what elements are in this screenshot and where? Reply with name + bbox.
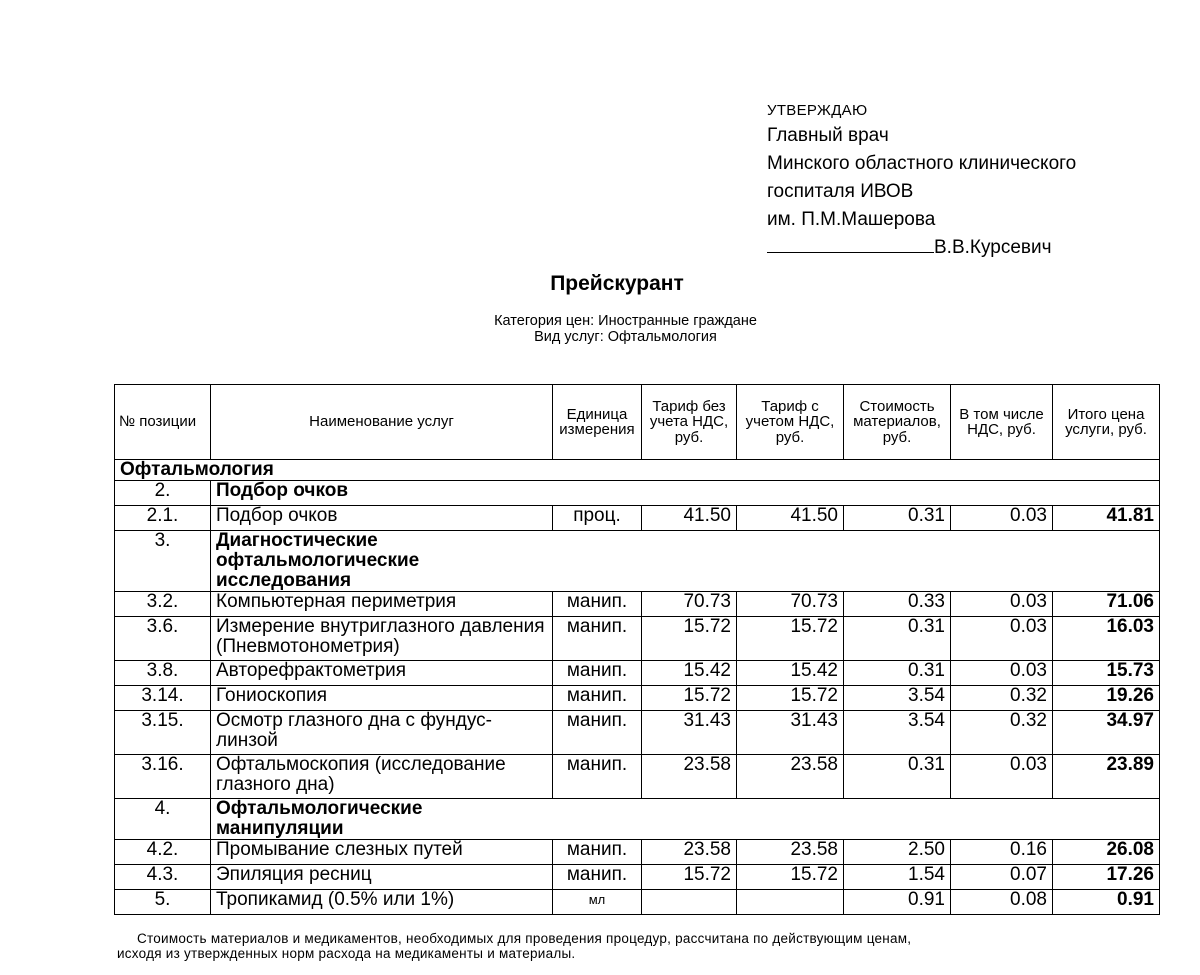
row-tariff-no-vat: 70.73 [642,592,737,617]
header-tariff-no-vat: Тариф без учета НДС, руб. [642,385,737,460]
header-unit: Единица измерения [553,385,642,460]
row-total: 41.81 [1053,506,1160,531]
row-vat: 0.03 [951,755,1053,799]
signatory-name: В.В.Курсевич [934,237,1052,258]
row-tariff-vat: 15.72 [737,686,844,711]
footnote-line: Стоимость материалов и медикаментов, необходимых для проведения процедур, рассчитана по действующим ценам, [137,931,912,946]
table-row [115,840,1160,865]
row-tariff-no-vat: 15.72 [642,686,737,711]
row-tariff-vat: 41.50 [737,506,844,531]
group-name-text: Диагностические офтальмологические исследования [216,530,420,591]
row-tariff-no-vat: 23.58 [642,755,737,799]
row-total: 0.91 [1053,890,1160,915]
approval-block [767,100,1167,262]
row-unit: манип. [553,592,642,617]
table-row [115,617,1160,661]
row-vat: 0.03 [951,506,1053,531]
row-position: 2.1. [115,506,211,531]
row-position: 3.6. [115,617,211,661]
group-name [211,799,1160,840]
row-tariff-vat: 23.58 [737,755,844,799]
header-total: Итого цена услуги, руб. [1053,385,1160,460]
row-unit: мл [553,890,642,915]
row-total: 34.97 [1053,711,1160,755]
row-unit: манип. [553,617,642,661]
group-row [115,531,1160,592]
row-materials: 0.31 [844,506,951,531]
row-tariff-vat: 15.42 [737,661,844,686]
row-unit: проц. [553,506,642,531]
row-name: Авторефрактометрия [211,661,553,686]
row-name: Осмотр глазного дна с фундус-линзой [211,711,553,755]
table-row [115,506,1160,531]
row-position: 5. [115,890,211,915]
header-vat-included: В том числе НДС, руб. [951,385,1053,460]
row-materials: 3.54 [844,711,951,755]
group-name: Подбор очков [211,481,1160,506]
row-total: 15.73 [1053,661,1160,686]
row-vat: 0.16 [951,840,1053,865]
row-total: 26.08 [1053,840,1160,865]
row-materials: 0.31 [844,661,951,686]
row-materials: 0.33 [844,592,951,617]
row-name: Тропикамид (0.5% или 1%) [211,890,553,915]
row-vat: 0.03 [951,661,1053,686]
service-type: Вид услуг: Офтальмология [534,329,717,345]
row-unit: манип. [553,840,642,865]
approval-line: им. П.М.Машерова [767,209,936,230]
row-materials: 3.54 [844,686,951,711]
header-tariff-vat: Тариф с учетом НДС, руб. [737,385,844,460]
approval-line: Главный врач [767,125,889,146]
document-subtitle [0,313,1200,345]
row-position: 4.3. [115,865,211,890]
approval-line: Минского областного клинического [767,153,1077,174]
row-vat: 0.07 [951,865,1053,890]
approval-title: УТВЕРЖДАЮ [767,102,868,119]
row-vat: 0.08 [951,890,1053,915]
row-vat: 0.03 [951,592,1053,617]
row-vat: 0.32 [951,686,1053,711]
row-tariff-vat: 23.58 [737,840,844,865]
document-title: Прейскурант [550,272,684,295]
table-row [115,686,1160,711]
row-tariff-no-vat: 15.72 [642,865,737,890]
row-position: 3.8. [115,661,211,686]
signature-line [767,234,1167,262]
row-position: 4.2. [115,840,211,865]
row-name: Эпиляция ресниц [211,865,553,890]
row-total: 71.06 [1053,592,1160,617]
row-tariff-vat: 31.43 [737,711,844,755]
table-row [115,865,1160,890]
row-name: Промывание слезных путей [211,840,553,865]
row-unit: манип. [553,755,642,799]
row-tariff-no-vat: 23.58 [642,840,737,865]
row-position: 3.2. [115,592,211,617]
row-unit: манип. [553,865,642,890]
approval-line: госпиталя ИВОВ [767,181,914,202]
row-unit: манип. [553,686,642,711]
row-materials: 1.54 [844,865,951,890]
group-position: 2. [115,481,211,506]
row-name: Офтальмоскопия (исследование глазного дна) [211,755,553,799]
row-unit: манип. [553,661,642,686]
row-tariff-no-vat: 41.50 [642,506,737,531]
footnote-line: исходя из утвержденных норм расхода на медикаменты и материалы. [117,946,576,961]
section-title: Офтальмология [115,460,1160,481]
row-materials: 0.31 [844,617,951,661]
group-name [211,531,1160,592]
price-category: Категория цен: Иностранные граждане [494,313,757,329]
table-row [115,890,1160,915]
row-materials: 0.91 [844,890,951,915]
row-name: Компьютерная периметрия [211,592,553,617]
table-row [115,755,1160,799]
row-unit: манип. [553,711,642,755]
row-name: Измерение внутриглазного давления (Пневмотонометрия) [211,617,553,661]
group-row [115,799,1160,840]
group-row [115,481,1160,506]
row-tariff-vat: 70.73 [737,592,844,617]
row-name: Подбор очков [211,506,553,531]
row-materials: 0.31 [844,755,951,799]
row-total: 19.26 [1053,686,1160,711]
price-table [114,384,1160,915]
row-materials: 2.50 [844,840,951,865]
row-position: 3.15. [115,711,211,755]
row-tariff-vat [737,890,844,915]
table-row [115,661,1160,686]
row-tariff-no-vat [642,890,737,915]
row-position: 3.16. [115,755,211,799]
row-name: Гониоскопия [211,686,553,711]
row-total: 17.26 [1053,865,1160,890]
row-tariff-vat: 15.72 [737,617,844,661]
table-header-row [115,385,1160,460]
row-total: 23.89 [1053,755,1160,799]
footnote [117,931,1167,961]
table-row [115,592,1160,617]
row-tariff-no-vat: 31.43 [642,711,737,755]
row-total: 16.03 [1053,617,1160,661]
group-name-text: Офтальмологические манипуляции [216,798,423,839]
signature-blank [767,234,934,253]
group-position: 3. [115,531,211,592]
row-vat: 0.03 [951,617,1053,661]
group-position: 4. [115,799,211,840]
header-position: № позиции [115,385,211,460]
row-position: 3.14. [115,686,211,711]
header-materials: Стоимость материалов, руб. [844,385,951,460]
section-row [115,460,1160,481]
row-tariff-vat: 15.72 [737,865,844,890]
row-tariff-no-vat: 15.42 [642,661,737,686]
row-tariff-no-vat: 15.72 [642,617,737,661]
row-vat: 0.32 [951,711,1053,755]
table-row [115,711,1160,755]
header-name: Наименование услуг [211,385,553,460]
